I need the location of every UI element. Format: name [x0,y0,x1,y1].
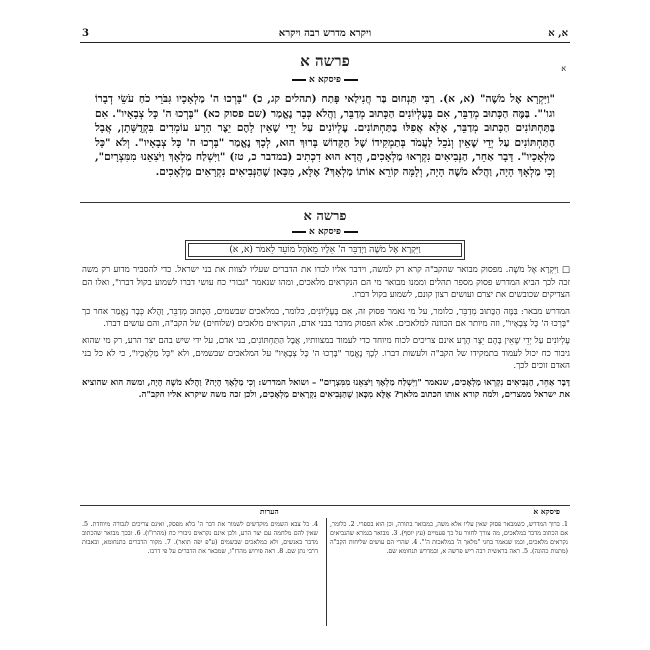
commentary-paragraph: המדרש מבאר: בַּמֶּה הַכָּתוּב מְדַבֵּר, כלומר, על מי נאמר פסוק זה, אִם בָּעֶלְיוֹנִים, כלומר, במלאכים שבשמים, הַכָּתוּב מְדַבֵּר, וַהֲלֹא כְּבָר נֶאֱמַר אחר כך "בָּרְכוּ ה' כָּל צְבָאָיו", וזה מיותר אם הכוונה למלאכים. אלא הפסוק מדבר בבני אדם, הנקראים מלאכים (שלוחים) של הקב"ה, והם עושים דברו. [82,306,570,330]
footnotes-divider [80,505,570,506]
header-book-title: ויקרא מדרש רבה ויקרא [278,28,372,39]
piska-label-top [0,74,650,85]
commentary-paragraph: □ וַיִּקְרָא אֶל מֹשֶׁה. מפסוק מבואר שהקב"ה קרא רק למשה, וידבר אליו לבדו את הדברים שעליו לצוות את בני ישראל. כדי להסביר מדוע רק משה זכה לכך הביא המדרש פסוק מספר תהלים וממנו מבואר מי הם הנקראים מלאכים, ומהו שנאמר "גבורי כח עושי דברו לשמוע בקול דברו", ואלו הם הצדיקים שכובשים את יצרם ועושים רצון קונם, לשמוע בקול דברו. [82,265,570,301]
header-page-number: 3 [82,28,89,39]
side-section-mark: א [561,64,566,73]
footnotes-right-column: 1. ברוך המדרש, כשמבאר פסוק שאין עליו אלא משה, כמבואר בתורה, וכן הוא בספרי. 2. כלומר, אם הכתוב מדבר במלאכים, מה צורך לחזור על כך פעמיים (עץ יוסף). 3. מבואר בגמרא שהנביאים נקראים מלאכים, וכמו שנאמר בחגי "מלאך ה' במלאכות ה'". 4. שהרי הם עושים שליחות הקב"ה (מתנות כהונה). 5. ראה בראשית רבה ריש פרשה א, ובמדרש תנחומא שם. [330,521,568,555]
midrash-main-text: "וַיִּקְרָא אֶל מֹשֶׁה" (א, א). רַבִּי תַּנְחוּם בַּר חֲנִילַאי פָּתַח (תהלים קג, כ) "בָּרְכוּ ה' מַלְאָכָיו גִּבֹּרֵי כֹחַ עֹשֵׂי דְבָרוֹ וגו'". בַּמֶּה הַכָּתוּב מְדַבֵּר, אִם בָּעֶלְיוֹנִים הַכָּתוּב מְדַבֵּר, וַהֲלֹא כְּבָר נֶאֱמַר (שם פסוק כא) "בָּרְכוּ ה' כָּל צְבָאָיו". אִם בַּתַּחְתּוֹנִים הַכָּתוּב מְדַבֵּר, אֶלָּא אֲפִלּוּ בַתַּחְתּוֹנִים. עֶלְיוֹנִים עַל יְדֵי שֶׁאֵין לָהֶם יֵצֶר הָרָע עוֹמְדִים בִּקְדֻשָּׁתָן, אֲבָל הַתַּחְתּוֹנִים עַל יְדֵי שֶׁאֵין וְנֹכֵל לַעֲמֹד בְּתַמְקִידוֹ שֶׁל הַקָּדוֹשׁ בָּרוּךְ הוּא, לְכָךְ נֶאֱמַר "בָּרְכוּ ה' כָּל צְבָאָיו". וְלֹא "כָּל מַלְאָכָיו". דָּבָר אַחֵר, הַנְּבִיאִים נִקְרְאוּ מַלְאָכִים, הֲדָא הוּא דִכְתִיב (במדבר כ, טז) "וַיִּשְׁלַח מַלְאָךְ וַיֹּצִאֵנוּ מִמִּצְרָיִם", וְכִי מַלְאָךְ הָיָה, וַהֲלֹא מֹשֶׁה הָיָה, וְלָמָּה קוֹרֵא אוֹתוֹ מַלְאָךְ? אֶלָּא, מִכָּאן שֶׁהַנְּבִיאִים נִקְרָאִים מַלְאָכִים. [95,93,555,178]
commentary-paragraph: עֶלְיוֹנִים עַל יְדֵי שֶׁאֵין בָּהֶם יֵצֶר הָרָע אינם צריכים לכוח מיוחד כדי לעמוד במצוותיו, אֲבָל הַתַּחְתּוֹנִים, בני אדם, על ידי שיש בהם יצר הרע, רק מי שהוא גיבור כח יכול לעמוד בתמקידו של הקב"ה ולעשות דברו. לְכָךְ נֶאֱמַר "בָּרְכוּ ה' כָּל צְבָאָיו" על המלאכים שבשמים, ולא "כָּל מַלְאָכָיו", כי לא כל בני האדם זוכים לכך. [82,335,570,372]
piska-label-mid [0,226,650,237]
piska-label-mid-text: פיסקא א [309,227,341,237]
commentary-body [82,264,570,406]
parasha-title-mid: פרשה א [303,209,347,224]
footnotes-column-divider [326,518,327,626]
verse-box [185,240,465,260]
notes-title-right: פיסקא א [533,507,560,516]
notes-title-left: הערות [260,507,279,516]
parasha-title-top: פרשה א [300,52,350,70]
running-header [80,28,570,43]
piska-label-top-text: פיסקא א [309,75,341,85]
footnotes-left-column: 4. כל צבא השמים מוקדשים לשמור את דבר ה' בלא מפסק, ואינם צריכים לגבורה מיוחדת. 5. שאין להם מלחמה עם יצר הרע, ולכן אינם נקראים גיבורי כח (מהרז"ו). 6. ובכך מבואר שהכתוב מדבר באנשים, ולא במלאכים שבשמים (ע"פ יפה תואר). 7. מקור הדברים בתנחומא, ובאבות דרבי נתן שם. 8. ראה פירוש מהרז"ו, שמבאר את הדברים על פי דרכו. [82,521,318,555]
header-verse-reference: א, א [548,28,568,39]
verse-box-text: וַיִּקְרָא אֶל מֹשֶׁה וַיְדַבֵּר ה' אֵלָיו מֵאֹהֶל מוֹעֵד לֵאמֹר (א, א) [229,245,421,255]
section-divider [80,202,570,203]
commentary-paragraph: דָּבָר אַחֵר, הַנְּבִיאִים נִקְרְאוּ מַלְאָכִים, שנאמר "וַיִּשְׁלַח מַלְאָךְ וַיֹּצִאֵנוּ מִמִּצְרָיִם" – ושואל המדרש: וְכִי מַלְאָךְ הָיָה? וַהֲלֹא מֹשֶׁה הָיָה, ומשה הוא שהוציא את ישראל ממצרים, ולמה קורא אותו הכתוב מלאך? אֶלָּא מִכָּאן שֶׁהַנְּבִיאִים נִקְרָאִים מַלְאָכִים, ולכן זכה משה שיקרא אליו הקב"ה. [82,377,570,401]
